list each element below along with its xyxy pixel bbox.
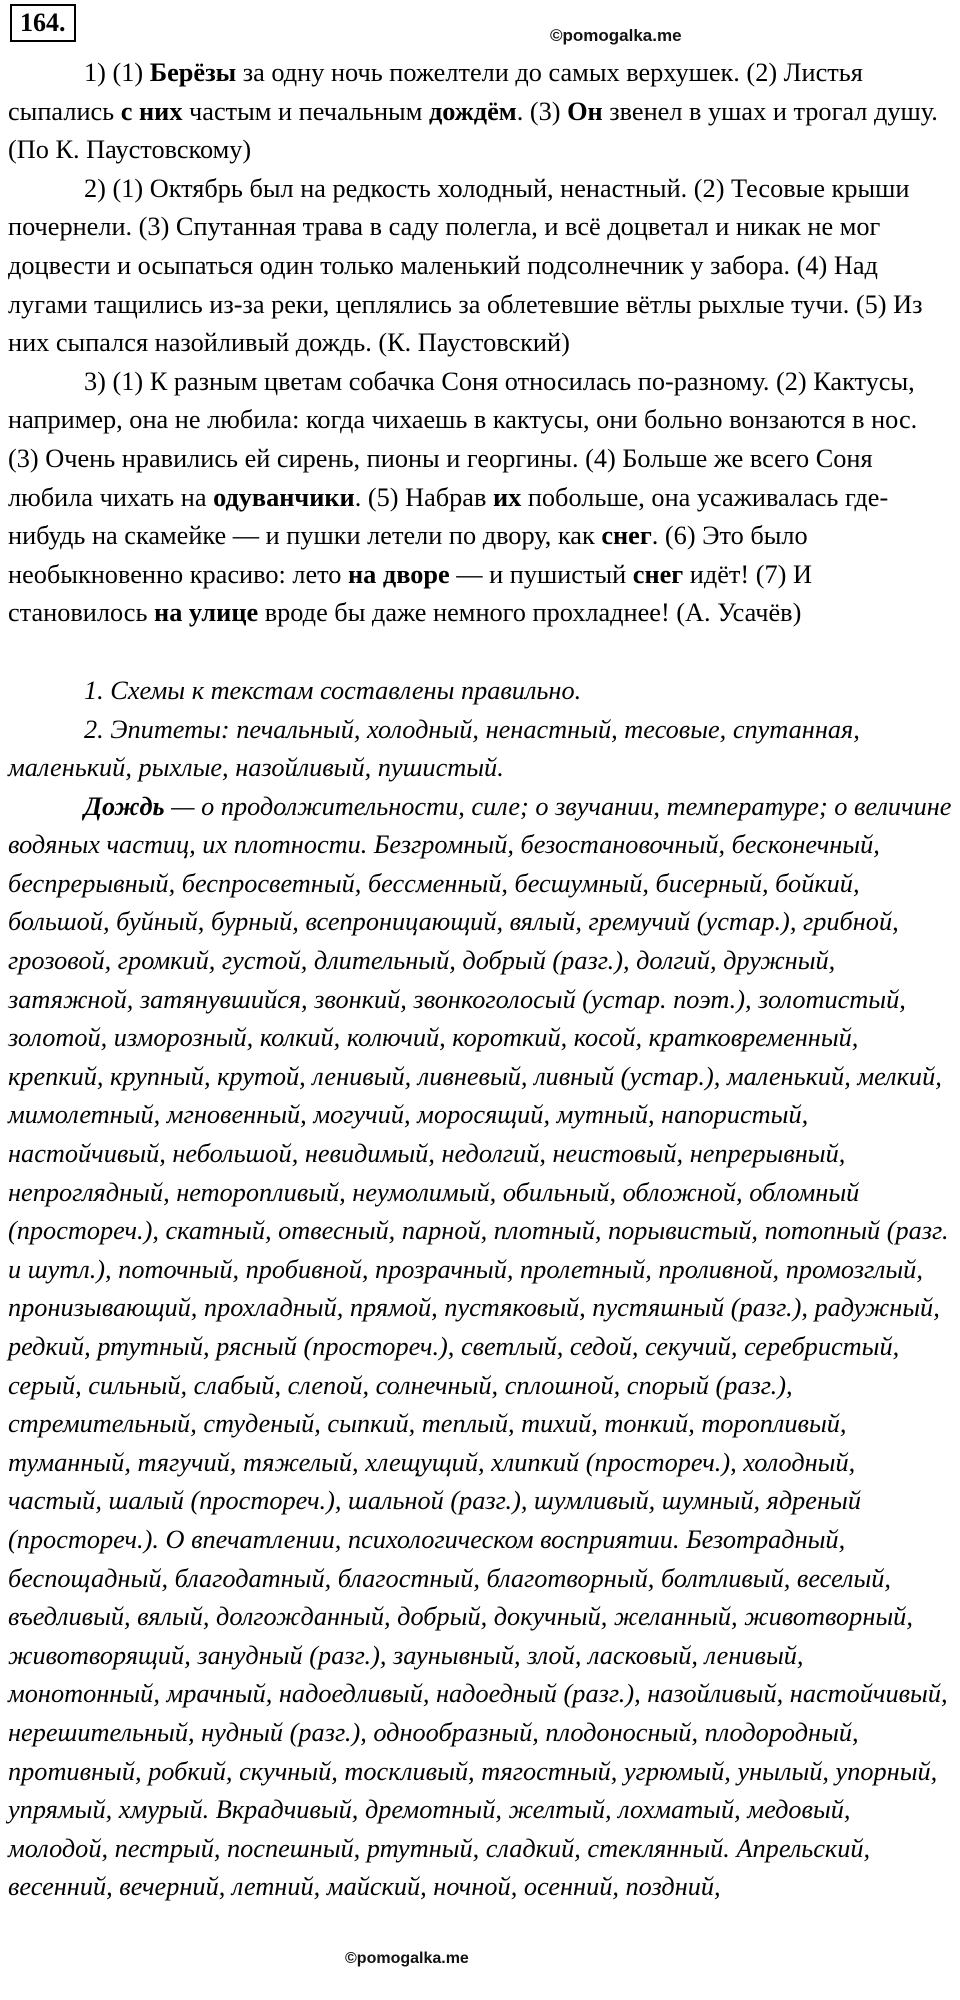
bold-word: на дворе: [348, 559, 450, 589]
text-segment: за одну ночь пожелтели до самых верхушек. (2) Листья сыпались: [8, 58, 863, 126]
bold-word: их: [492, 482, 522, 512]
text-segment: побольше, она усаживалась где-нибудь на скамейке — и пушки летели по двору, как: [8, 482, 889, 551]
bold-word: снег: [632, 559, 684, 589]
answer-item-2: 2. Эпитеты: печальный, холодный, ненастный, тесовые, спутанная, маленький, рыхлые, назойливый, пушистый.: [8, 714, 860, 783]
text-3: [8, 363, 952, 633]
text-segment: 2) (1) Октябрь был на редкость холодный, ненастный. (2) Тесовые крыши почернели. (3) Спутанная трава в саду полегла, и всё доцветал и никак не мог доцвести и осыпаться один только маленький подсолнечник у забора. (4) Над лугами тащились из-за реки, цеплялись за облетевшие вётлы рыхлые тучи. (5) Из них сыпался назойливый дождь. (К. Паустовский): [8, 173, 923, 358]
watermark-bottom: ©pomogalka.me: [345, 1950, 469, 1967]
rain-headword: Дождь: [84, 791, 165, 821]
watermark-top: ©pomogalka.me: [550, 26, 682, 45]
section-gap: [8, 633, 952, 672]
bold-word: с них: [120, 96, 183, 126]
bold-word: Берёзы: [149, 58, 237, 87]
text-segment: частым и печальным: [182, 96, 429, 126]
bold-word: дождём: [428, 96, 517, 126]
exercise-number: 164.: [10, 4, 76, 42]
bold-word: Он: [567, 96, 603, 126]
bold-word: на улице: [154, 598, 259, 628]
text-segment: звенел в ушах и трогал душу. (По К. Паустовскому): [8, 96, 938, 165]
exercise-content: [8, 54, 952, 1907]
bold-word: снег: [601, 521, 652, 551]
text-segment: 1) (1): [84, 58, 150, 87]
text-segment: идёт! (7) И становилось: [8, 559, 812, 628]
rain-epithets-text: — о продолжительности, силе; о звучании, температуре; о величине водяных частиц, их плотности. Безгромный, безостановочный, бесконечный, беспрерывный, беспросветный, бессменный, бесшумный, бисерный, бойкий, большой, буйный, бурный, всепроницающий, вялый, гремучий (устар.), грибной, грозовой, громкий, густой, длительный, добрый (разг.), долгий, дружный, затяжной, затянувшийся, звонкий, звонкоголосый (устар. поэт.), золотистый, золотой, изморозный, колкий, колючий, короткий, косой, кратковременный, крепкий, крупный, крутой, ленивый, ливневый, ливный (устар.), маленький, мелкий, мимолетный, мгновенный, могучий, моросящий, мутный, напористый, настойчивый, небольшой, невидимый, недолгий, неистовый, непрерывный, непроглядный, неторопливый, неумолимый, обильный, обложной, обломный (простореч.), скатный, отвесный, парной, плотный, порывистый, потопный (разг. и шутл.), поточный, пробивной, прозрачный, пролетный, проливной, промозглый, пронизывающий, прохладный, прямой, пустяковый, пустяшный (разг.), радужный, редкий, ртутный, рясный (простореч.), светлый, седой, секучий, серебристый, серый, сильный, слабый, слепой, солнечный, сплошной, спорый (разг.), стремительный, студеный, сыпкий, теплый, тихий, тонкий, торопливый, туманный, тягучий, тяжелый, хлещущий, хлипкий (простореч.), холодный, частый, шалый (простореч.), шальной (разг.), шумливый, шумный, ядреный (простореч.). О впечатлении, психологическом восприятии. Безотрадный, беспощадный, благодатный, благостный, благотворный, болтливый, веселый, въедливый, вялый, долгожданный, добрый, докучный, желанный, животворный, животворящий, занудный (разг.), заунывный, злой, ласковый, ленивый, монотонный, мрачный, надоедливый, надоедный (разг.), назойливый, настойчивый, нерешительный, нудный (разг.), однообразный, плодоносный, плодородный, противный, робкий, скучный, тоскливый, тягостный, угрюмый, унылый, упорный, упрямый, хмурый. Вкрадчивый, дремотный, желтый, лохматый, медовый, молодой, пестрый, поспешный, ртутный, сладкий, стеклянный. Апрельский, весенний, вечерний, летний, майский, ночной, осенний, поздний,: [8, 791, 952, 1902]
rain-epithets-paragraph: [8, 788, 952, 1907]
bold-word: одуванчики: [213, 482, 355, 512]
text-segment: . (5) Набрав: [354, 482, 493, 512]
text-segment: . (3): [516, 96, 568, 126]
answer-item-1: 1. Схемы к текстам составлены правильно.: [84, 675, 582, 705]
text-2: [8, 170, 952, 363]
text-segment: вроде бы даже немного прохладнее! (А. Усачёв): [258, 598, 802, 628]
text-1: [8, 54, 952, 170]
text-segment: . (6) Это было необыкновенно красиво: лето: [8, 521, 808, 589]
text-segment: 3) (1) К разным цветам собачка Соня относилась по-разному. (2) Кактусы, например, она не любила: когда чихаешь в кактусы, они больно вонзаются в нос. (3) Очень нравились ей сирень, пионы и георгины. (4) Больше же всего Соня любила чихать на: [8, 366, 918, 512]
text-segment: — и пушистый: [449, 559, 633, 589]
